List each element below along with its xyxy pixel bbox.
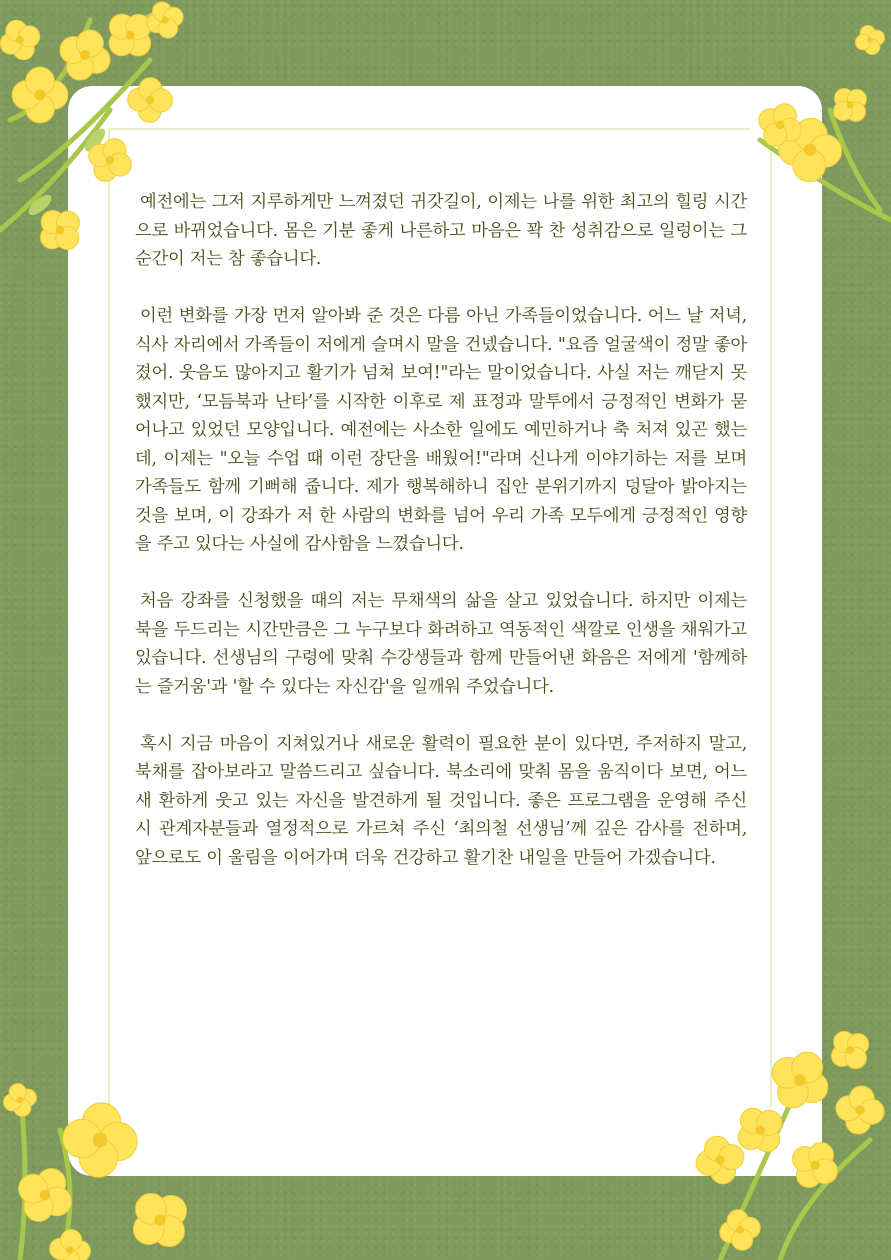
flower: [772, 1052, 828, 1108]
flower: [793, 1143, 838, 1188]
flower: [836, 1086, 884, 1134]
paragraph-2: 이런 변화를 가장 먼저 알아봐 준 것은 다름 아닌 가족들이었습니다. 어느 날 저녁, 식사 자리에서 가족들이 저에게 슬며시 말을 건넸습니다. "요즘 얼굴색이 정말 좋아졌어. 웃음도 많아지고 활기가 넘쳐 보여!"라는 말이었습니다. 사실 저는 깨닫지 못했지만, ‘모듬북과 난타’를 시작한 이후로 제 표정과 말투에서 긍정적인 변화가 묻어나고 있었던 모양입니다. 예전에는 사소한 일에도 예민하거나 축 처져 있곤 했는데, 이제는 "오늘 수업 때 이런 장단을 배웠어!"라며 신나게 이야기하는 저를 보며 가족들도 함께 기뻐해 줍니다. 제가 행복해하니 집안 분위기까지 덩달아 밝아지는 것을 보며, 이 강좌가 저 한 사람의 변화를 넘어 우리 가족 모두에게 긍정적인 영향을 주고 있다는 사실에 감사함을 느꼈습니다.: [135, 306, 747, 554]
flower: [720, 1210, 760, 1250]
flower: [50, 1230, 91, 1260]
paragraph-3: 처음 강좌를 신청했을 때의 저는 무채색의 삶을 살고 있었습니다. 하지만 이제는 북을 두드리는 시간만큼은 그 누구보다 화려하고 역동적인 색깔로 인생을 채워가고 있습니다. 선생님의 구령에 맞춰 수강생들과 함께 만들어낸 화음은 저에게 '함께하는 즐거움'과 '할 수 있다는 자신감'을 일깨워 주었습니다.: [135, 591, 747, 697]
flower: [147, 2, 183, 38]
flower: [89, 139, 132, 182]
flower: [4, 1084, 37, 1117]
flower: [696, 1136, 744, 1184]
flower: [759, 104, 801, 146]
flower: [41, 211, 80, 250]
flower: [855, 25, 884, 54]
flower: [12, 67, 68, 123]
flower: [109, 14, 151, 56]
flower: [128, 78, 173, 123]
flower: [0, 20, 40, 60]
paragraph-4: 혹시 지금 마음이 지쳐있거나 새로운 활력이 필요한 분이 있다면, 주저하지 말고, 북채를 잡아보라고 말씀드리고 싶습니다. 북소리에 맞춰 몸을 움직이다 보면, 어느새 환하게 웃고 있는 자신을 발견하게 될 것입니다. 좋은 프로그램을 운영해 주신 시 관계자분들과 열정적으로 가르쳐 주신 ‘최의철 선생님’께 깊은 감사를 전하며, 앞으로도 이 울림을 이어가며 더욱 건강하고 활기찬 내일을 만들어 가겠습니다.: [135, 733, 747, 868]
paragraph-1: 예전에는 그저 지루하게만 느껴졌던 귀갓길이, 이제는 나를 위한 최고의 힐링 시간으로 바뀌었습니다. 몸은 기분 좋게 나른하고 마음은 꽉 찬 성취감으로 일렁이는 그 순간이 저는 참 좋습니다.: [135, 192, 747, 269]
flower: [19, 1169, 72, 1222]
flower: [831, 1031, 868, 1068]
flower: [738, 1108, 782, 1152]
flower: [133, 1193, 186, 1246]
flower: [60, 30, 110, 80]
flower: [834, 89, 867, 122]
flower: [63, 1103, 137, 1177]
